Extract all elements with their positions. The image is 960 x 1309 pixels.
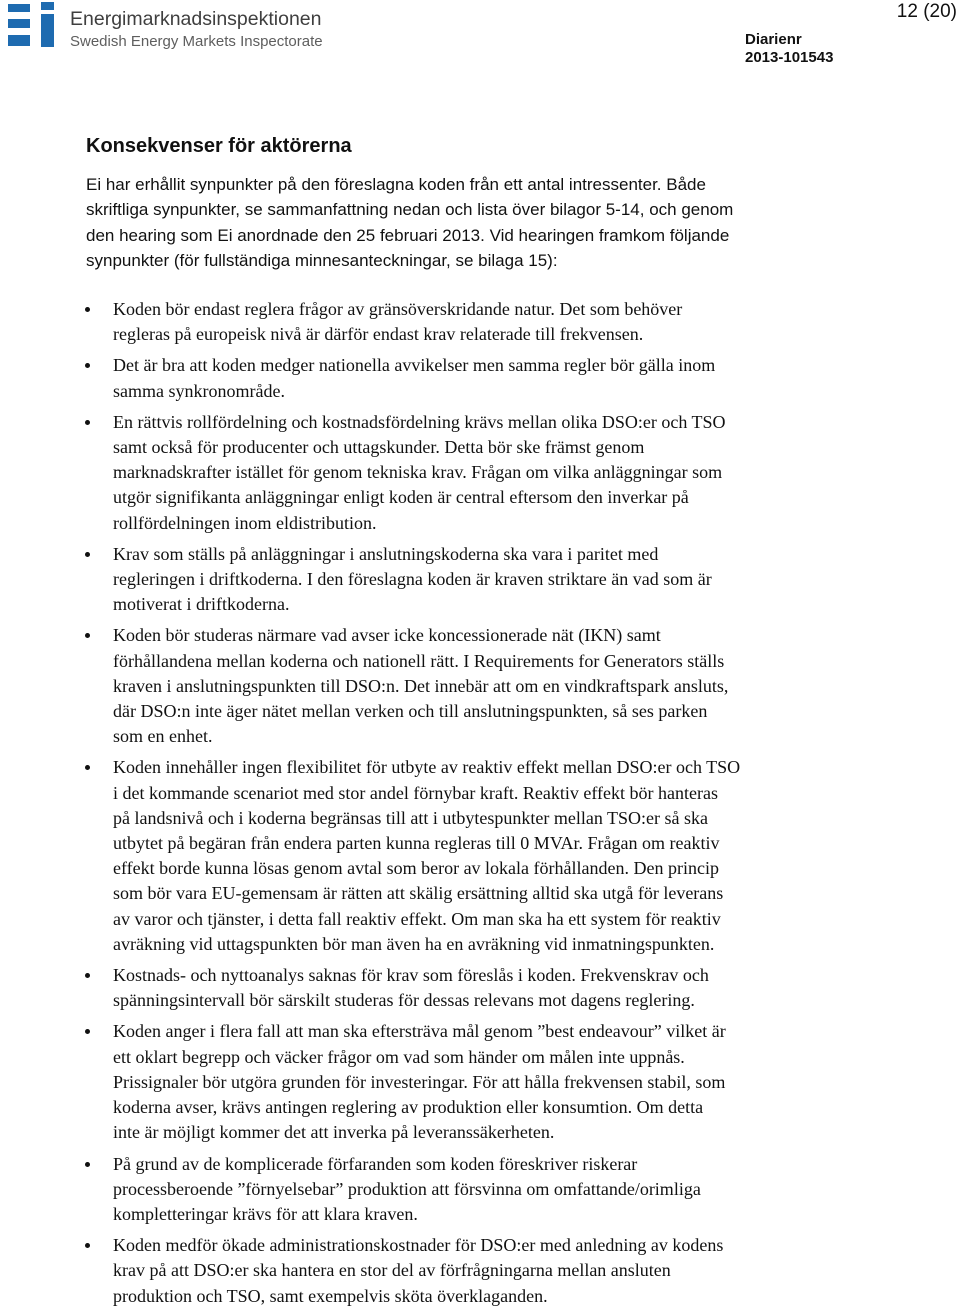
bullet-dot-icon bbox=[85, 973, 90, 978]
bullet-dot-icon bbox=[85, 552, 90, 557]
bullet-line: kraven i anslutningspunkten till DSO:n. Det innebär att om en vindkraftspark ansluts, bbox=[113, 675, 729, 696]
bullet-line: regleringen i driftkoderna. I den föreslagna koden är kraven striktare än vad som är bbox=[113, 569, 712, 590]
org-name: Energimarknadsinspektionen bbox=[70, 8, 322, 30]
bullet-line: utgör signifikanta anläggningar enligt koden är central eftersom den inverkar på bbox=[113, 487, 689, 508]
bullet-item bbox=[113, 1152, 740, 1228]
bullet-line: Krav som ställs på anläggningar i anslutningskoderna ska vara i paritet med bbox=[113, 543, 659, 564]
bullet-line: kompletteringar krävs för att klara kraven. bbox=[113, 1203, 418, 1224]
bullet-dot-icon bbox=[85, 1162, 90, 1167]
bullet-item bbox=[113, 297, 740, 347]
bullet-line: i det kommande scenariot med stor andel förnybar kraft. Reaktiv effekt bör hanteras bbox=[113, 782, 718, 803]
bullet-line: samt också för producenter och uttagskunder. Detta bör ske främst genom bbox=[113, 437, 645, 458]
bullet-item bbox=[113, 1019, 740, 1145]
section-heading: Konsekvenser för aktörerna bbox=[86, 135, 352, 157]
bullet-line: Koden anger i flera fall att man ska eftersträva mål genom ”best endeavour” vilket är bbox=[113, 1021, 726, 1042]
intro-line: skriftliga synpunkter, se sammanfattning nedan och lista över bilagor 5-14, och genom bbox=[86, 200, 734, 220]
bullet-dot-icon bbox=[85, 765, 90, 770]
page-number: 12 (20) bbox=[896, 1, 957, 22]
bullet-line: på landsnivå och i koderna begränsas till att i utbytespunkter mellan TSO:er så ska bbox=[113, 807, 709, 828]
org-name-english: Swedish Energy Markets Inspectorate bbox=[70, 33, 323, 50]
bullet-dot-icon bbox=[85, 1029, 90, 1034]
bullet-line: av varor och tjänster, i detta fall reaktiv effekt. Om man ska ha ett system för reaktiv bbox=[113, 908, 721, 929]
bullet-line: Prissignaler bör utgöra grunden för investeringar. För att hålla frekvensen stabil, som bbox=[113, 1071, 726, 1092]
bullet-item bbox=[113, 963, 740, 1013]
bullet-dot-icon bbox=[85, 633, 90, 638]
bullet-item bbox=[113, 1233, 740, 1309]
bullet-line: där DSO:n inte äger nätet mellan verken och till anslutningspunkten, så ses parken bbox=[113, 701, 708, 722]
bullet-dot-icon bbox=[85, 363, 90, 368]
intro-line: Ei har erhållit synpunkter på den föreslagna koden från ett antal intressenter. Både bbox=[86, 175, 706, 194]
bullet-line: Kostnads- och nyttoanalys saknas för krav som föreslås i koden. Frekvenskrav och bbox=[113, 965, 709, 986]
bullet-line: Koden bör endast reglera frågor av gränsöverskridande natur. Det som behöver bbox=[113, 299, 683, 319]
bullet-line: förhållandena mellan koderna och nationell rätt. I Requirements for Generators ställs bbox=[113, 650, 725, 671]
bullet-line: ett oklart begrepp och väcker frågor om vad som händer om målen inte uppnås. bbox=[113, 1046, 685, 1067]
bullet-line: Koden medför ökade administrationskostnader för DSO:er med anledning av kodens bbox=[113, 1235, 724, 1256]
bullet-line: processberoende ”förnyelsebar” produktion att försvinna om omfattande/orimliga bbox=[113, 1178, 701, 1199]
bullet-line: regleras på europeisk nivå är därför endast krav relaterade till frekvensen. bbox=[113, 324, 644, 345]
bullet-list bbox=[113, 297, 740, 1309]
bullet-line: På grund av de komplicerade förfaranden som koden föreskriver riskerar bbox=[113, 1153, 638, 1174]
bullet-item bbox=[113, 410, 740, 536]
bullet-dot-icon bbox=[85, 1243, 90, 1248]
bullet-item bbox=[113, 623, 740, 749]
bullet-line: utbytet på begäran från endera parten kunna regleras till 0 MVAr. Frågan om reaktiv bbox=[113, 833, 720, 854]
bullet-line: som en enhet. bbox=[113, 726, 213, 747]
bullet-line: krav på att DSO:er ska hantera en stor del av förfrågningarna mellan ansluten bbox=[113, 1260, 671, 1281]
bullet-line: inte är möjligt kommer det att inverka på leveranssäkerheten. bbox=[113, 1122, 555, 1143]
bullet-item bbox=[113, 542, 740, 618]
intro-line: synpunkter (för fullständiga minnesanteckningar, se bilaga 15): bbox=[86, 250, 558, 270]
intro-line: den hearing som Ei anordnade den 25 februari 2013. Vid hearingen framkom följande bbox=[86, 225, 730, 245]
bullet-line: som bör vara EU-gemensam är rätten att skälig ersättning alltid ska utgå för leverans bbox=[113, 883, 724, 904]
bullet-dot-icon bbox=[85, 420, 90, 425]
bullet-line: marknadskrafter istället för genom tekniska krav. Frågan om vilka anläggningar som bbox=[113, 462, 723, 483]
bullet-line: Koden innehåller ingen flexibilitet för utbyte av reaktiv effekt mellan DSO:er och TSO bbox=[113, 757, 741, 778]
ei-logo-icon bbox=[4, 1, 60, 51]
bullet-line: produktion och TSO, samt exempelvis sköta överklaganden. bbox=[113, 1285, 548, 1306]
bullet-line: Koden bör studeras närmare vad avser icke koncessionerade nät (IKN) samt bbox=[113, 625, 661, 646]
diarienr-value: 2013-101543 bbox=[745, 49, 834, 66]
bullet-line: effekt borde kunna lösas genom avtal som beror av lokala förhållanden. Den princip bbox=[113, 858, 719, 879]
bullet-line: En rättvis rollfördelning och kostnadsfördelning krävs mellan olika DSO:er och TSO bbox=[113, 411, 726, 432]
bullet-line: Det är bra att koden medger nationella avvikelser men samma regler bör gälla inom bbox=[113, 355, 716, 376]
bullet-dot-icon bbox=[85, 307, 90, 312]
bullet-item bbox=[113, 353, 740, 403]
bullet-line: spänningsintervall bör särskilt studeras för dessas relevans mot dagens reglering. bbox=[113, 990, 695, 1011]
intro-paragraph bbox=[86, 172, 733, 273]
bullet-line: motiverat i driftkoderna. bbox=[113, 594, 290, 615]
bullet-line: koderna avser, krävs antingen reglering av produktion eller konsumtion. Om detta bbox=[113, 1097, 704, 1118]
bullet-item bbox=[113, 755, 740, 957]
bullet-line: rollfördelningen inom eldistribution. bbox=[113, 512, 377, 533]
diarienr-label: Diarienr bbox=[745, 31, 802, 48]
bullet-line: samma synkronområde. bbox=[113, 380, 285, 401]
bullet-line: avräkning vid uttagspunkten bör man även ha en avräkning vid inmatningspunkten. bbox=[113, 933, 715, 954]
